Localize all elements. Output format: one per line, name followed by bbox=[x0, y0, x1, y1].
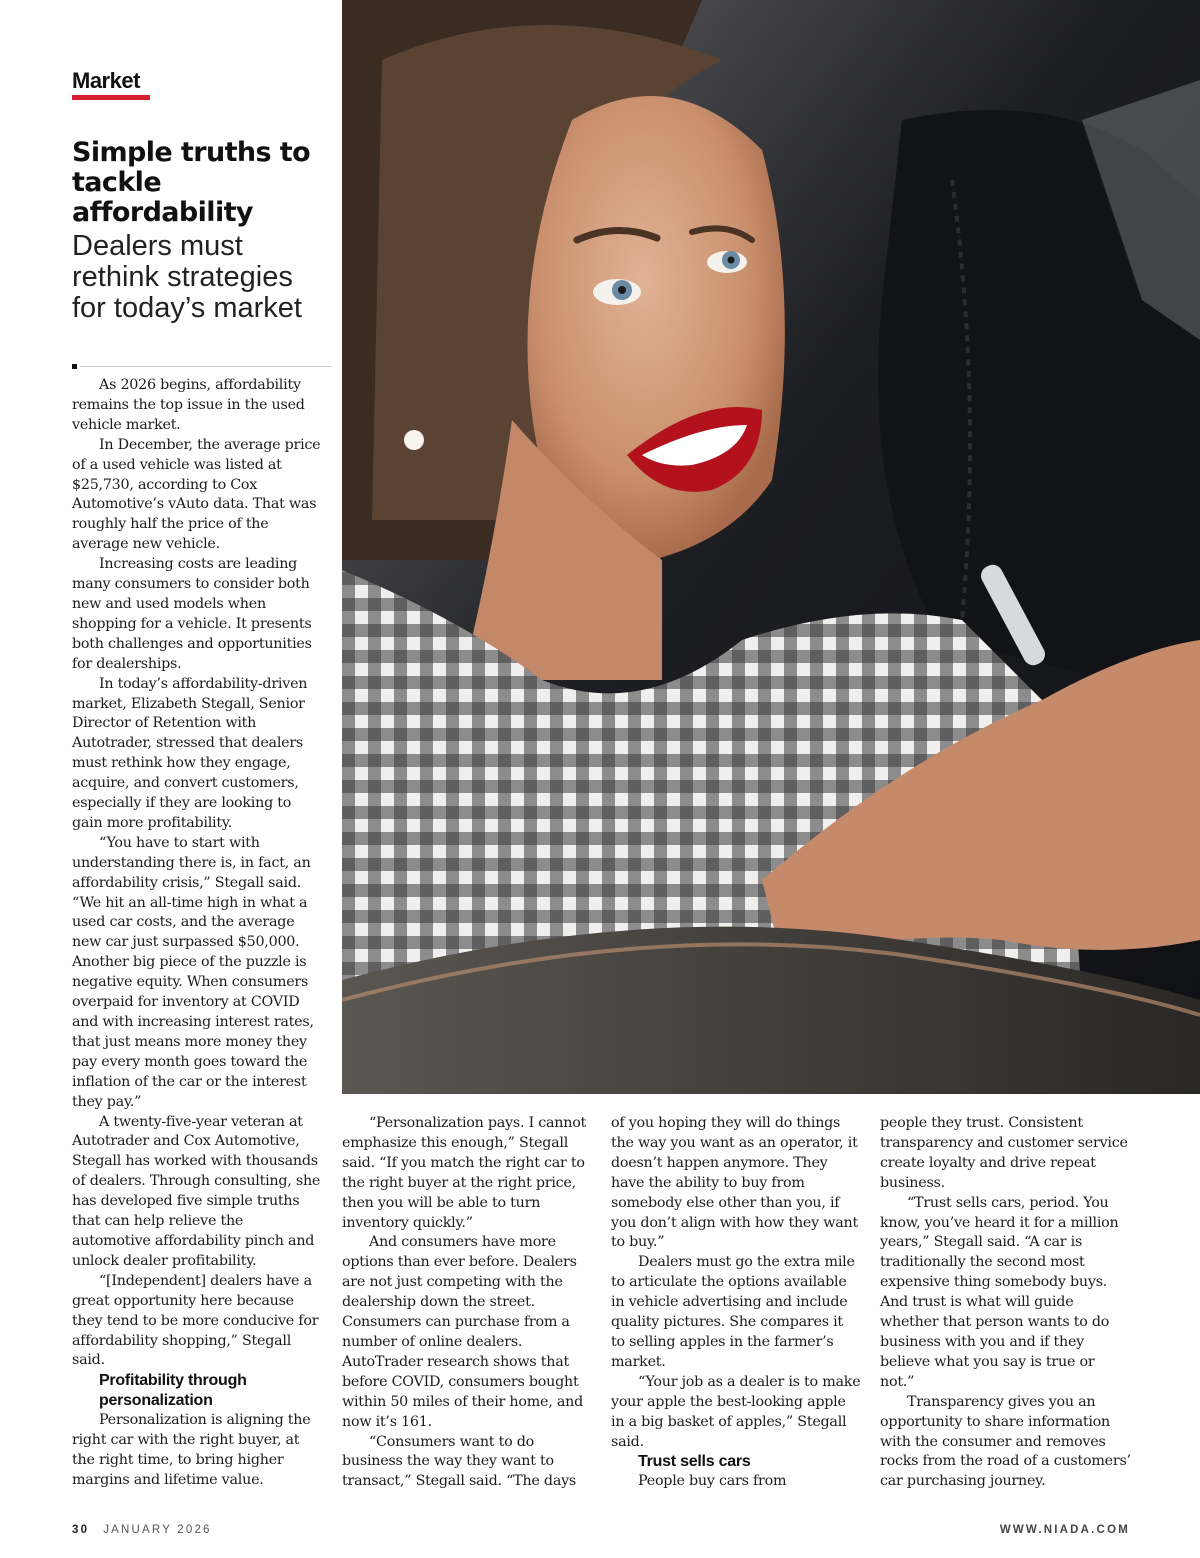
rule-mark bbox=[72, 364, 77, 369]
body-paragraph: people they trust. Consistent transparency and customer service create loyalty and drive repeat business. bbox=[880, 1115, 1128, 1191]
body-paragraph: “Trust sells cars, period. You know, you’ve heard it for a million years,” Stegall said. “A car is traditionally the second most expensive thing somebody buys. And trust is what will guide whether that person wants to do business with you and if they believe what you say is true or not.” bbox=[880, 1194, 1119, 1390]
issue-date: JANUARY 2026 bbox=[103, 1524, 212, 1536]
section-underline bbox=[72, 95, 150, 100]
subhead-personalization: Profitability through personalization bbox=[99, 1372, 247, 1410]
body-paragraph: of you hoping they will do things the way you want as an operator, it doesn’t happen anymore. They have the ability to buy from somebody else other than you, if you don’t align with how they want to buy.” bbox=[611, 1115, 858, 1251]
deck-subtitle: Dealers must rethink strategies for today’s market bbox=[72, 230, 302, 324]
footer-website[interactable]: WWW.NIADA.COM bbox=[999, 1524, 1130, 1536]
section-label: Market bbox=[72, 68, 140, 93]
body-paragraph: “You have to start with understanding there is, in fact, an affordability crisis,” Stegall said. “We hit an all-time high in what a used car costs, and the average new car just surpassed $50,000. Another big piece of the puzzle is negative equity. When consumers overpaid for inventory at COVID and with increasing interest rates, that just means more money they pay every month goes toward the inflation of the car or the interest they pay.” bbox=[72, 834, 314, 1110]
body-paragraph: Transparency gives you an opportunity to share information with the consumer and removes rocks from the road of a customers’ car purchasing journey. bbox=[880, 1393, 1131, 1490]
article-column-4 bbox=[880, 1114, 1132, 1492]
body-paragraph: As 2026 begins, affordability remains the top issue in the used vehicle market. bbox=[72, 377, 305, 433]
body-paragraph: “Consumers want to do business the way they want to transact,” Stegall said. “The days bbox=[342, 1433, 577, 1490]
article-column-3 bbox=[611, 1114, 861, 1492]
woman-smiling-in-car-photo bbox=[342, 0, 1200, 1094]
rule-line bbox=[80, 366, 332, 367]
article-column-2 bbox=[342, 1114, 592, 1492]
body-paragraph: “[Independent] dealers have a great opportunity here because they tend to be more conducive for affordability shopping,” Stegall said. bbox=[72, 1272, 319, 1369]
body-paragraph: People buy cars from bbox=[638, 1473, 787, 1490]
body-paragraph: “Personalization pays. I cannot emphasize this enough,” Stegall said. “If you match the right car to the right buyer at the right price, then you will be able to turn inventory quickly.” bbox=[342, 1115, 587, 1231]
body-paragraph: Dealers must go the extra mile to articulate the options available in vehicle advertising and include quality pictures. She compares it to selling apples in the farmer’s market. bbox=[611, 1254, 855, 1370]
body-paragraph: Personalization is aligning the right car with the right buyer, at the right time, to bring higher margins and lifetime value. bbox=[72, 1412, 311, 1489]
body-paragraph: “Your job as a dealer is to make your apple the best-looking apple in a big basket of apples,” Stegall said. bbox=[611, 1373, 861, 1450]
subhead-trust: Trust sells cars bbox=[638, 1453, 751, 1471]
page-number: 30 bbox=[72, 1524, 90, 1536]
body-paragraph: Increasing costs are leading many consumers to consider both new and used models when shopping for a vehicle. It presents both challenges and opportunities for dealerships. bbox=[72, 556, 312, 672]
footer-folio bbox=[72, 1524, 212, 1536]
body-paragraph: In December, the average price of a used vehicle was listed at $25,730, according to Cox Automotive’s vAuto data. That was roughly half the price of the average new vehicle. bbox=[72, 436, 321, 553]
article-column-1 bbox=[72, 376, 322, 1491]
body-paragraph: And consumers have more options than ever before. Dealers are not just competing with the dealership down the street. Consumers can purchase from a number of online dealers. AutoTrader research shows that before COVID, consumers bought within 50 miles of their home, and now it’s 161. bbox=[342, 1234, 583, 1430]
headline: Simple truths to tackle affordability bbox=[72, 137, 311, 228]
body-paragraph: In today’s affordability-driven market, Elizabeth Stegall, Senior Director of Retention with Autotrader, stressed that dealers must rethink how they engage, acquire, and convert customers, especially if they are looking to gain more profitability. bbox=[72, 675, 308, 831]
body-paragraph: A twenty-five-year veteran at Autotrader and Cox Automotive, Stegall has worked with thousands of dealers. Through consulting, she has developed five simple truths that can help relieve the automotive affordability pinch and unlock dealer profitability. bbox=[72, 1113, 321, 1269]
